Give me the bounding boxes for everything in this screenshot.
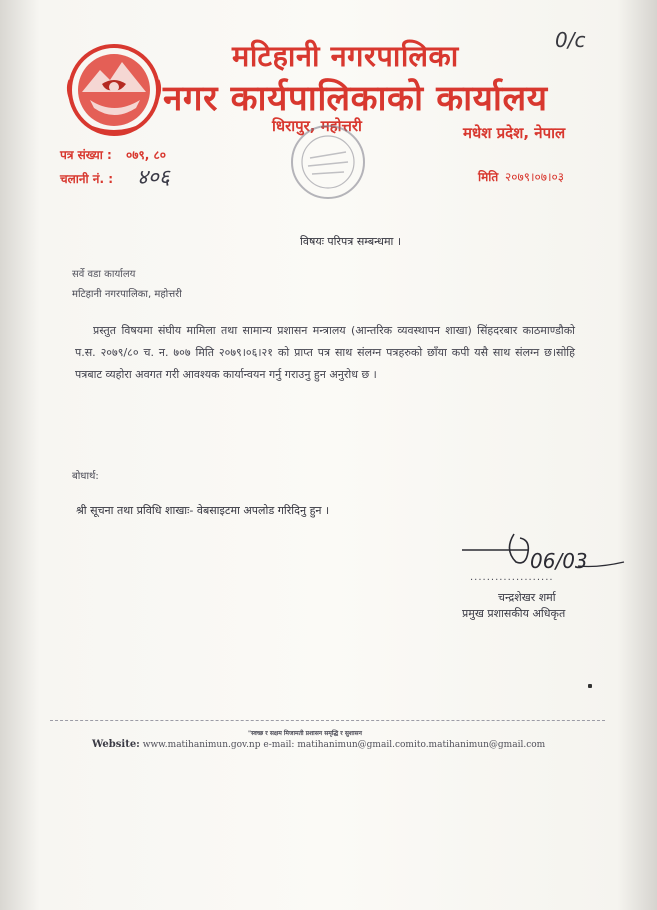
recipient-line-2: मटिहानी नगरपालिका, महोत्तरी <box>72 289 182 300</box>
email-label: e-mail: <box>263 740 295 750</box>
ink-mark <box>588 684 592 688</box>
signatory-name: चन्द्रशेखर शर्मा <box>498 591 556 604</box>
signature-dotted-line: .................... <box>470 572 554 583</box>
cc-heading: बोधार्थ: <box>72 471 99 482</box>
office-city: धिरापुर, महोत्तरी <box>272 117 362 135</box>
letter-number-label: पत्र संख्या : <box>60 148 112 162</box>
office-seal-icon <box>288 122 368 202</box>
date-label: मिति <box>478 170 499 184</box>
date-value: २०७९।०७।०३ <box>505 170 565 184</box>
letter-body: प्रस्तुत विषयमा संघीय मामिला तथा सामान्य प्रशासन मन्त्रालय (आन्तरिक व्यवस्थापन शाखा) सिंहदरबार काठमाण्डौको प.स. २०७९/८० च. न. ७०७ मिति २०७९।०६।२१ को प्राप्त पत्र साथ संलग्न पत्रहरुको छाँया कपी यसै साथ संलग्न छ।सोहि पत्रबाट व्यहोरा अवगत गरी आवश्यक कार्यान्वयन गर्नु गराउनु हुन अनुरोध छ । <box>75 324 575 381</box>
recipient-line-1: सर्वे वडा कार्यालय <box>72 269 136 280</box>
office-name: नगर कार्यपालिकाको कार्यालय <box>163 79 548 119</box>
footer-divider <box>50 720 605 721</box>
signature-date: 06/03 <box>530 549 588 573</box>
office-province: मधेश प्रदेश, नेपाल <box>463 124 566 142</box>
corner-note: 0/c <box>555 28 586 52</box>
dispatch-number-value: ४०६ <box>137 165 170 189</box>
email-value: matihanimun@gmail.comito.matihanimun@gmail.com <box>297 740 546 750</box>
municipality-name: मटिहानी नगरपालिका <box>232 39 459 73</box>
website-value: www.matihanimun.gov.np <box>142 740 261 750</box>
letter-number-value: ०७९, ८० <box>126 148 166 162</box>
dispatch-number-label: चलानी नं. : <box>60 172 114 186</box>
nepal-emblem-icon <box>62 40 166 138</box>
footer-tagline: "स्वच्छ र सक्षम मिजामती प्रशासन समृद्धि र सुशासन <box>248 730 362 737</box>
footer-contact <box>92 739 545 750</box>
subject-line: विषयः परिपत्र सम्बन्धमा । <box>300 235 402 248</box>
cc-line: श्री सूचना तथा प्रविधि शाखाः- वेबसाइटमा अपलोड गरिदिनु हुन । <box>76 504 330 517</box>
signatory-designation: प्रमुख प्रशासकीय अधिकृत <box>462 607 566 620</box>
website-label: Website: <box>92 739 140 750</box>
